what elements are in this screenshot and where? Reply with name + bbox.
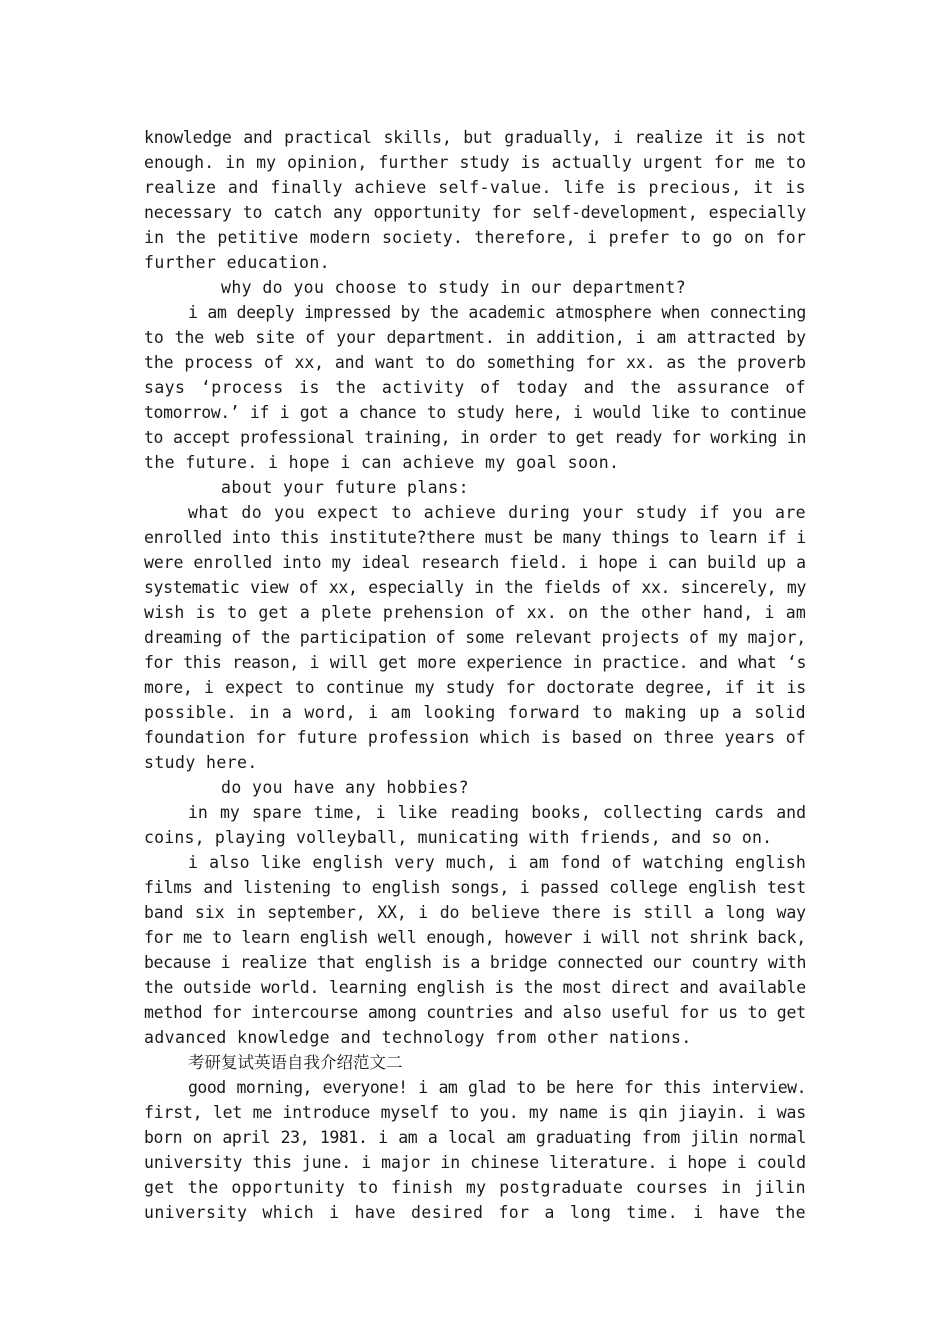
text-line: i am deeply impressed by the academic atmosphere when connecting: [188, 303, 806, 322]
text-line: get the opportunity to finish my postgraduate courses in jilin: [144, 1178, 806, 1197]
text-line: further education.: [144, 253, 331, 272]
question-heading: why do you choose to study in our department?: [221, 278, 687, 297]
text-line: to accept professional training, in order to get ready for working in: [144, 428, 806, 447]
text-line: systematic view of xx, especially in the fields of xx. sincerely, my: [144, 578, 806, 597]
text-line: good morning, everyone! i am glad to be here for this interview.: [188, 1078, 806, 1097]
text-line: films and listening to english songs, i passed college english test: [144, 878, 806, 897]
text-line: the future. i hope i can achieve my goal soon.: [144, 453, 620, 472]
text-line: i also like english very much, i am fond of watching english: [188, 853, 806, 872]
text-line: tomorrow.’ if i got a chance to study here, i would like to continue: [144, 403, 806, 422]
text-line: study here.: [144, 753, 258, 772]
text-line: because i realize that english is a bridge connected our country with: [144, 953, 806, 972]
text-line: knowledge and practical skills, but gradually, i realize it is not: [144, 128, 806, 147]
text-line: advanced knowledge and technology from other nations.: [144, 1028, 692, 1047]
text-line: band six in september, XX, i do believe there is still a long way: [144, 903, 806, 922]
text-line: university this june. i major in chinese literature. i hope i could: [144, 1153, 806, 1172]
text-line: the outside world. learning english is the most direct and available: [144, 978, 806, 997]
text-line: necessary to catch any opportunity for self-development, especially: [144, 203, 806, 222]
text-line: what do you expect to achieve during your study if you are: [188, 503, 806, 522]
section-heading: 考研复试英语自我介绍范文二: [188, 1053, 403, 1072]
text-line: realize and finally achieve self-value. life is precious, it is: [144, 178, 806, 197]
text-line: dreaming of the participation of some relevant projects of my major,: [144, 628, 806, 647]
text-line: born on april 23, 1981. i am a local am graduating from jilin normal: [144, 1128, 806, 1147]
question-heading: about your future plans:: [221, 478, 470, 497]
text-line: to the web site of your department. in addition, i am attracted by: [144, 328, 806, 347]
text-line: in the petitive modern society. therefore, i prefer to go on for: [144, 228, 806, 247]
text-line: possible. in a word, i am looking forward to making up a solid: [144, 703, 806, 722]
text-line: the process of xx, and want to do something for xx. as the proverb: [144, 353, 806, 372]
text-line: method for intercourse among countries and also useful for us to get: [144, 1003, 806, 1022]
text-line: wish is to get a plete prehension of xx. on the other hand, i am: [144, 603, 806, 622]
text-line: first, let me introduce myself to you. my name is qin jiayin. i was: [144, 1103, 806, 1122]
text-line: coins, playing volleyball, municating with friends, and so on.: [144, 828, 773, 847]
text-line: for this reason, i will get more experience in practice. and what ‘s: [144, 653, 806, 672]
body-text: [144, 125, 806, 1225]
text-line: says ‘process is the activity of today and the assurance of: [144, 378, 806, 397]
text-line: more, i expect to continue my study for doctorate degree, if it is: [144, 678, 806, 697]
text-line: for me to learn english well enough, however i will not shrink back,: [144, 928, 806, 947]
text-line: university which i have desired for a long time. i have the: [144, 1203, 806, 1222]
text-line: in my spare time, i like reading books, collecting cards and: [188, 803, 806, 822]
text-line: were enrolled into my ideal research field. i hope i can build up a: [144, 553, 806, 572]
text-line: enrolled into this institute?there must be many things to learn if i: [144, 528, 806, 547]
text-line: enough. in my opinion, further study is actually urgent for me to: [144, 153, 806, 172]
text-line: foundation for future profession which is based on three years of: [144, 728, 806, 747]
question-heading: do you have any hobbies?: [221, 778, 470, 797]
